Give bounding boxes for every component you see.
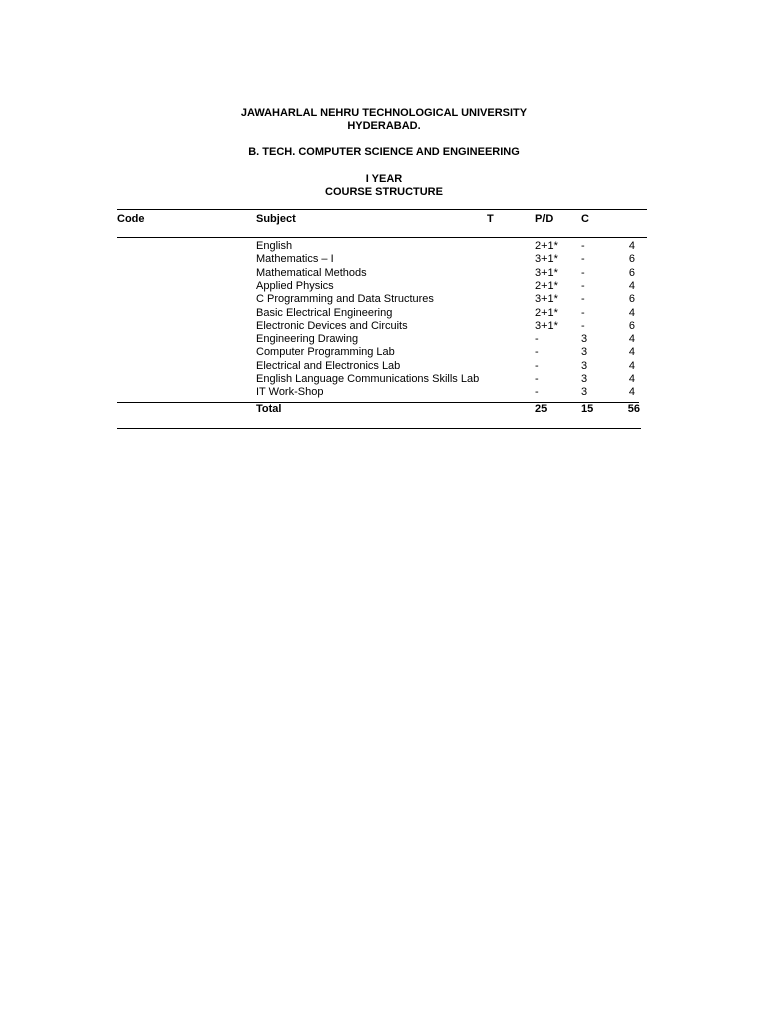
row-c: 4 [628, 280, 635, 292]
row-c: 4 [628, 307, 635, 319]
column-header-subject: Subject [256, 213, 296, 225]
row-pd: - [581, 267, 585, 279]
row-pd: - [581, 320, 585, 332]
row-pd: - [581, 280, 585, 292]
row-c: 4 [628, 373, 635, 385]
row-t: - [535, 360, 539, 372]
row-subject: Mathematics – I [256, 253, 334, 265]
total-top-rule [117, 402, 639, 403]
row-pd: 3 [581, 360, 588, 372]
row-t: 3+1* [535, 267, 558, 279]
total-pd: 15 [581, 403, 594, 415]
row-t: - [535, 346, 539, 358]
row-pd: - [581, 307, 585, 319]
row-c: 4 [628, 240, 635, 252]
row-c: 6 [628, 267, 635, 279]
row-t: 3+1* [535, 320, 558, 332]
row-subject: Mathematical Methods [256, 267, 367, 279]
row-pd: 3 [581, 373, 588, 385]
row-subject: Applied Physics [256, 280, 334, 292]
header-bottom-rule [117, 237, 647, 238]
row-subject: Computer Programming Lab [256, 346, 395, 358]
row-t: 2+1* [535, 240, 558, 252]
row-c: 4 [628, 346, 635, 358]
row-c: 6 [628, 293, 635, 305]
row-c: 6 [628, 320, 635, 332]
row-t: - [535, 333, 539, 345]
row-c: 4 [628, 386, 635, 398]
row-subject: English Language Communications Skills Lab [256, 373, 480, 385]
program-title: B. TECH. COMPUTER SCIENCE AND ENGINEERING [248, 146, 520, 158]
row-t: 3+1* [535, 253, 558, 265]
row-subject: Electrical and Electronics Lab [256, 360, 401, 372]
column-header-pd: P/D [535, 213, 554, 225]
row-t: - [535, 373, 539, 385]
row-pd: 3 [581, 333, 588, 345]
year-title: I YEAR [365, 173, 403, 185]
row-c: 6 [628, 253, 635, 265]
column-header-t: T [487, 213, 494, 225]
row-c: 4 [628, 360, 635, 372]
table-top-rule [117, 209, 647, 210]
column-header-code: Code [117, 213, 145, 225]
row-subject: Basic Electrical Engineering [256, 307, 393, 319]
row-pd: 3 [581, 386, 588, 398]
row-t: 3+1* [535, 293, 558, 305]
row-t: - [535, 386, 539, 398]
row-pd: - [581, 253, 585, 265]
total-label: Total [256, 403, 282, 415]
row-subject: Electronic Devices and Circuits [256, 320, 408, 332]
row-subject: IT Work-Shop [256, 386, 324, 398]
total-t: 25 [535, 403, 548, 415]
column-header-c: C [581, 213, 589, 225]
course-structure-title: COURSE STRUCTURE [325, 186, 443, 198]
table-bottom-rule [117, 428, 641, 429]
row-t: 2+1* [535, 307, 558, 319]
row-subject: English [256, 240, 293, 252]
row-pd: 3 [581, 346, 588, 358]
row-pd: - [581, 240, 585, 252]
row-subject: C Programming and Data Structures [256, 293, 434, 305]
university-name: JAWAHARLAL NEHRU TECHNOLOGICAL UNIVERSITY [240, 107, 528, 119]
university-city: HYDERABAD. [347, 120, 421, 132]
row-c: 4 [628, 333, 635, 345]
total-c: 56 [627, 403, 640, 415]
row-pd: - [581, 293, 585, 305]
row-subject: Engineering Drawing [256, 333, 359, 345]
row-t: 2+1* [535, 280, 558, 292]
